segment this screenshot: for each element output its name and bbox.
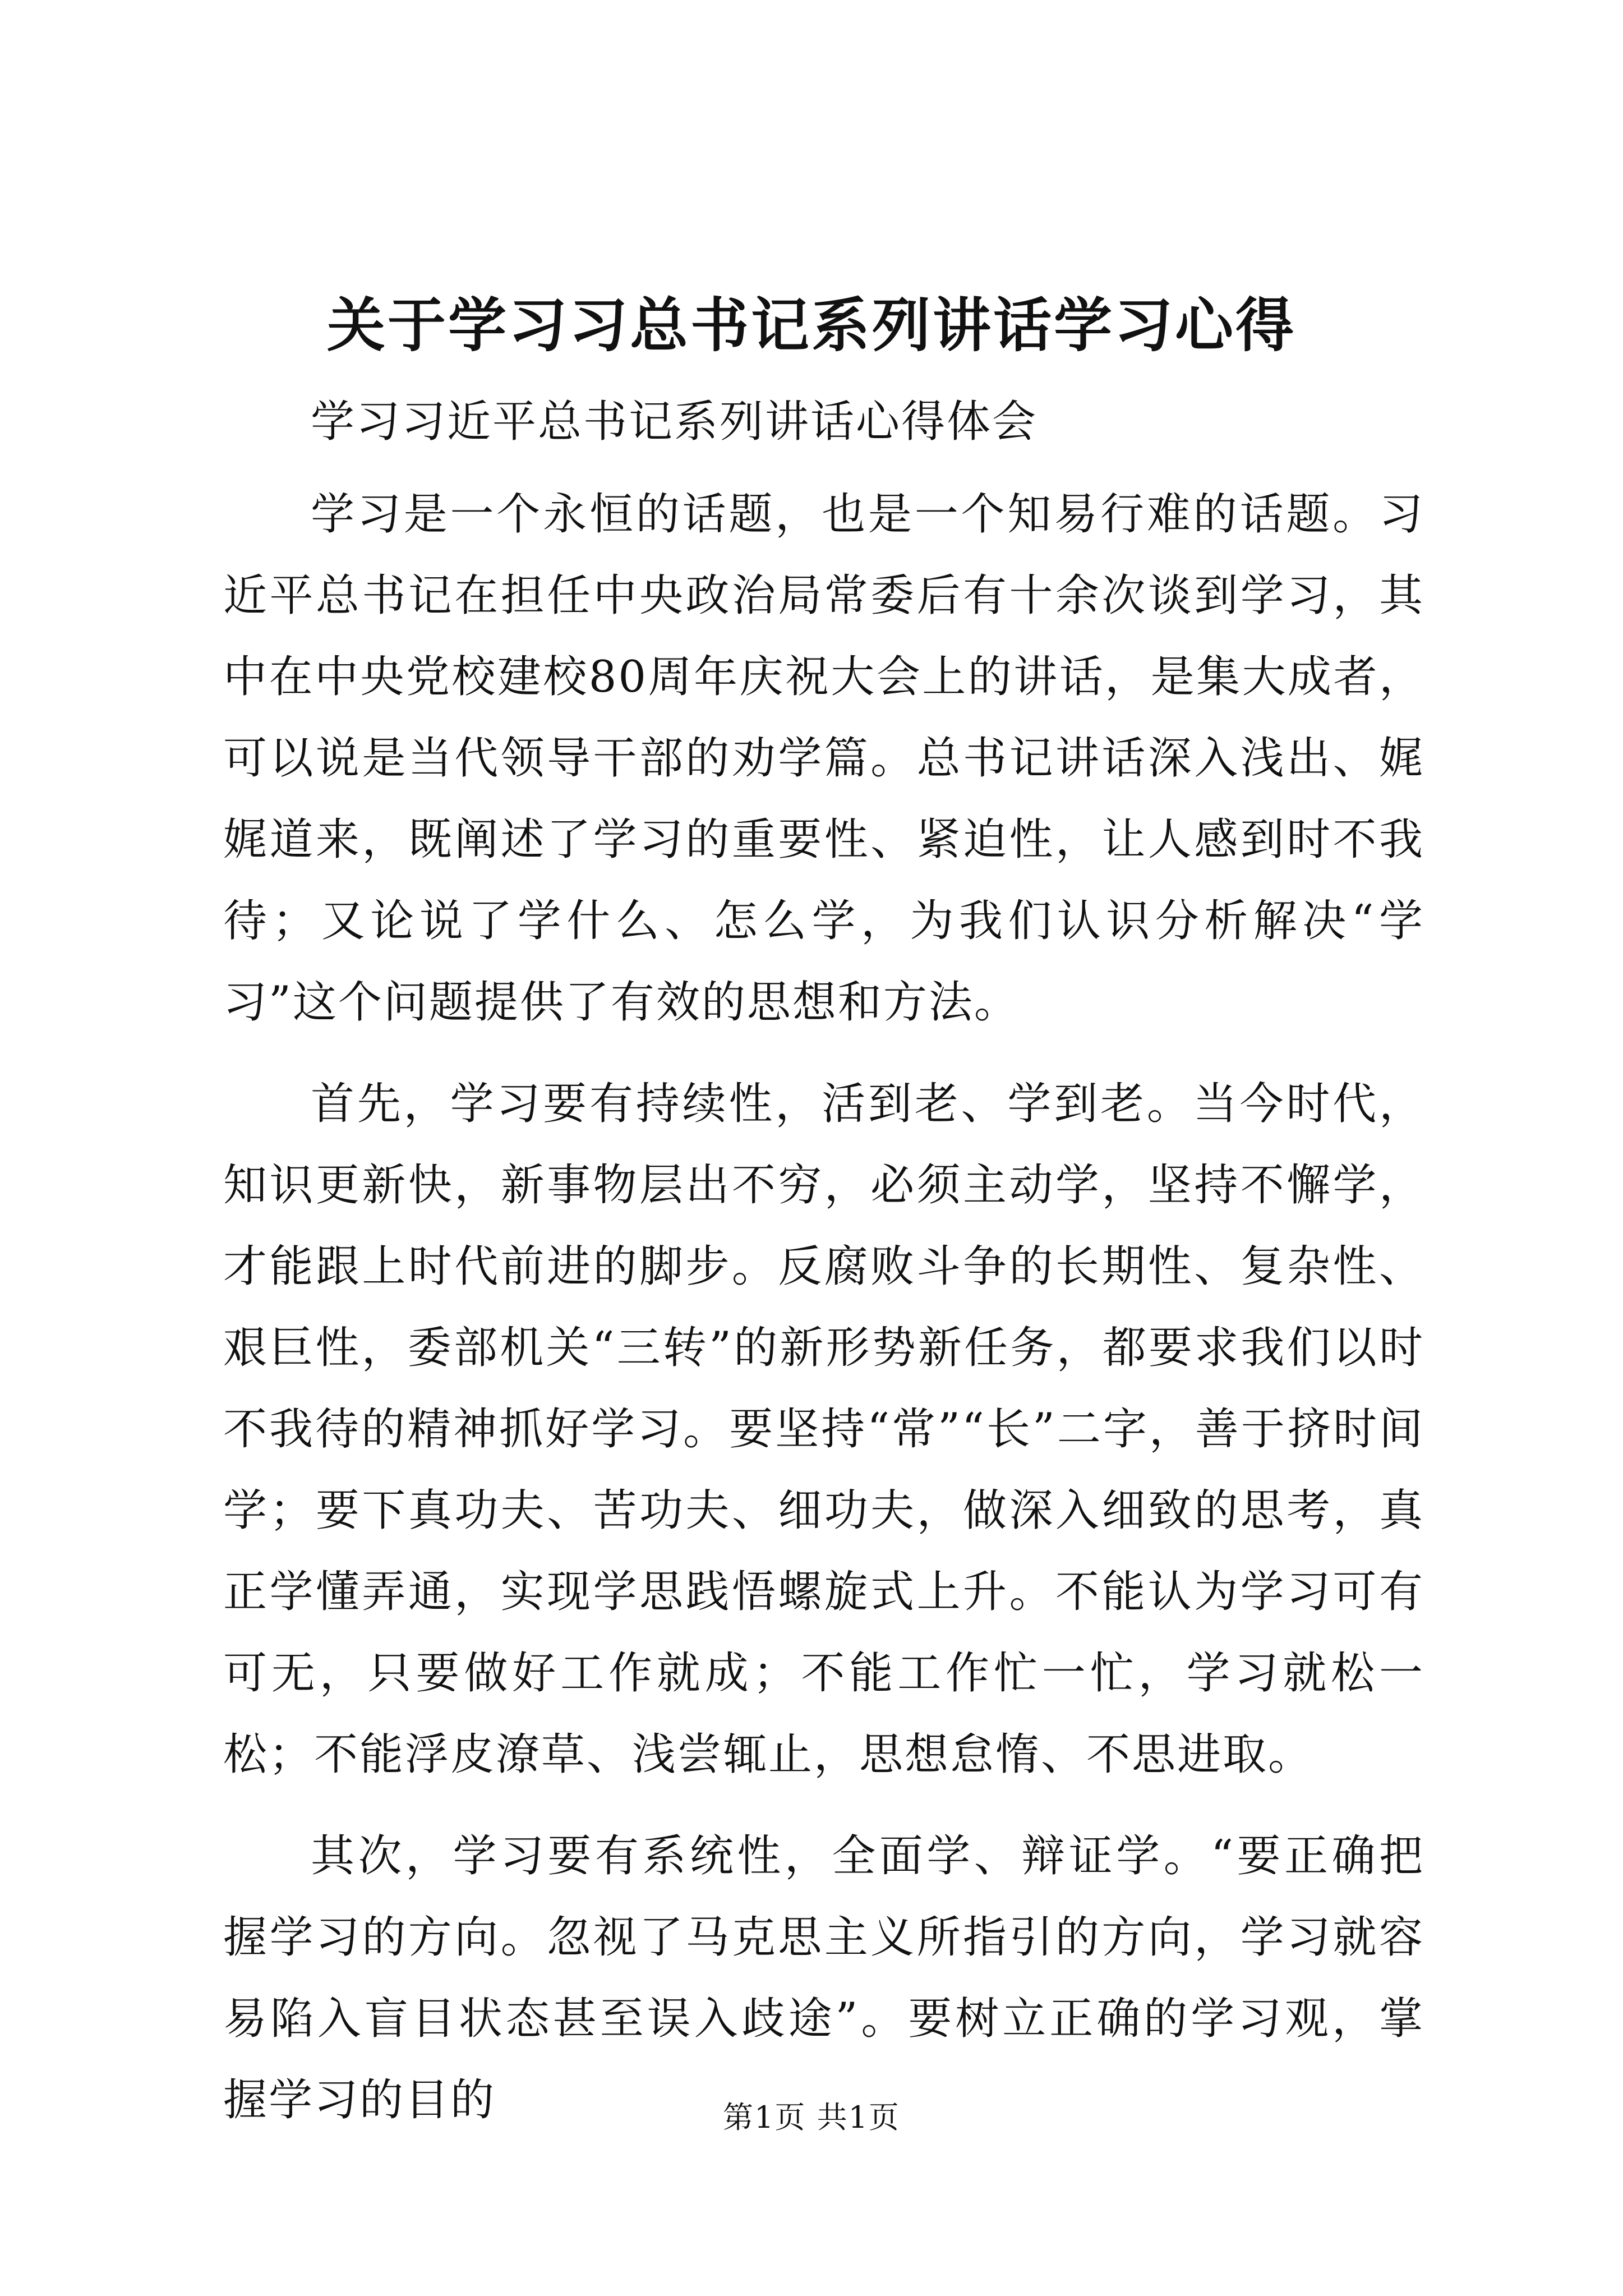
paragraph-1: 学习是一个永恒的话题，也是一个知易行难的话题。习近平总书记在担任中央政治局常委后有十余次谈到学习，其中在中央党校建校80周年庆祝大会上的讲话，是集大成者，可以说是当代领导干部的劝学篇。总书记讲话深入浅出、娓娓道来，既阐述了学习的重要性、紧迫性，让人感到时不我待；又论说了学什么、怎么学，为我们认识分析解决“学习”这个问题提供了有效的思想和方法。 [223,489,1424,1028]
document-title: 关于学习习总书记系列讲话学习心得 [326,291,1296,360]
page-footer: 第1页 共1页 [723,2100,900,2135]
document-body [223,381,1424,2161]
document-subtitle: 学习习近平总书记系列讲话心得体会 [311,397,1038,447]
paragraph-3: 其次，学习要有系统性，全面学、辩证学。“要正确把握学习的方向。忽视了马克思主义所指引的方向，学习就容易陷入盲目状态甚至误入歧途”。要树立正确的学习观，掌握学习的目的 [223,1831,1424,2125]
paragraph-2: 首先，学习要有持续性，活到老、学到老。当今时代，知识更新快，新事物层出不穷，必须主动学，坚持不懈学，才能跟上时代前进的脚步。反腐败斗争的长期性、复杂性、艰巨性，委部机关“三转”的新形势新任务，都要求我们以时不我待的精神抓好学习。要坚持“常”“长”二字，善于挤时间学；要下真功夫、苦功夫、细功夫，做深入细致的思考，真正学懂弄通，实现学思践悟螺旋式上升。不能认为学习可有可无，只要做好工作就成；不能工作忙一忙，学习就松一松；不能浮皮潦草、浅尝辄止，思想怠惰、不思进取。 [223,1079,1424,1780]
